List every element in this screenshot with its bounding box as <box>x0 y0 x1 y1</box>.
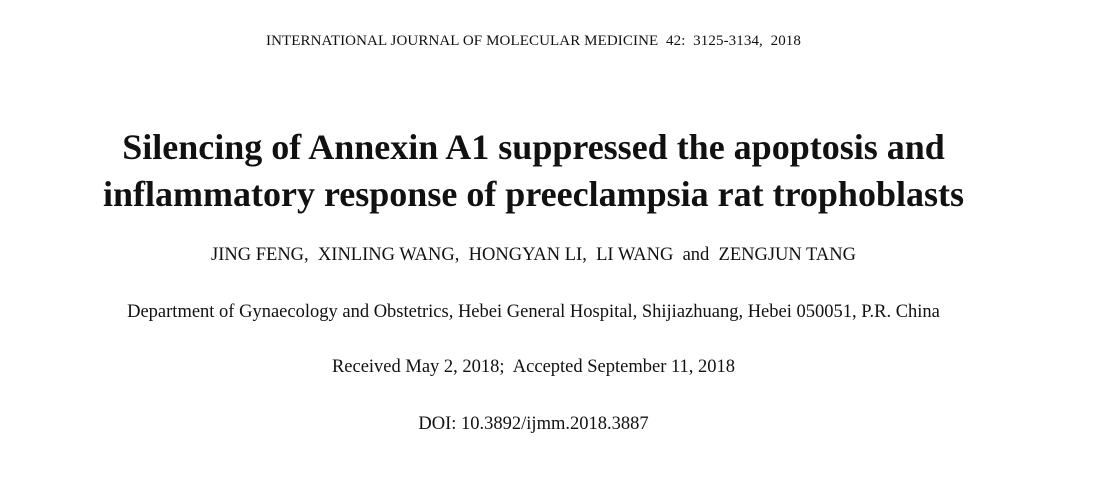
received-accepted-dates: Received May 2, 2018; Accepted September 11, 2018 <box>331 357 736 377</box>
journal-header: INTERNATIONAL JOURNAL OF MOLECULAR MEDICINE 42: 3125-3134, 2018 <box>265 33 802 49</box>
article-title-line-1: Silencing of Annexin A1 suppressed the apoptosis and <box>122 127 945 167</box>
author-affiliation: Department of Gynaecology and Obstetrics, Hebei General Hospital, Shijiazhuang, Hebei 050051, P.R. China <box>127 302 940 322</box>
author-list: JING FENG, XINLING WANG, HONGYAN LI, LI WANG and ZENGJUN TANG <box>211 245 856 265</box>
article-title-line-2: inflammatory response of preeclampsia rat trophoblasts <box>103 174 964 214</box>
doi-identifier: DOI: 10.3892/ijmm.2018.3887 <box>418 414 649 434</box>
article-title <box>0 124 1067 218</box>
